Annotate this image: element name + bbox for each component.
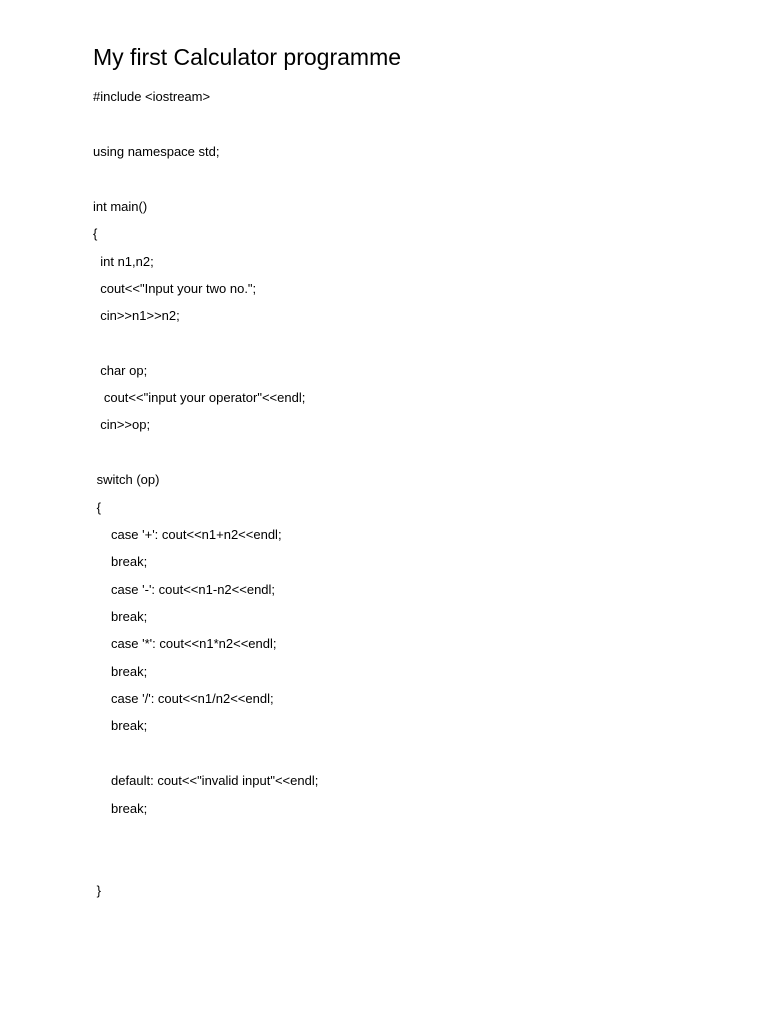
code-line-case-multiply: case '*': cout<<n1*n2<<endl; xyxy=(93,636,277,651)
code-line-switch: switch (op) xyxy=(93,472,160,487)
code-line-break: break; xyxy=(93,801,148,816)
code-line-prompt-numbers: cout<<"Input your two no."; xyxy=(93,281,257,296)
code-line-case-divide: case '/': cout<<n1/n2<<endl; xyxy=(93,691,274,706)
code-line-declare-op: char op; xyxy=(93,363,148,378)
code-line-main: int main() xyxy=(93,199,148,214)
code-line-open-brace: { xyxy=(93,226,98,241)
code-line-break: break; xyxy=(93,609,148,624)
code-line-case-subtract: case '-': cout<<n1-n2<<endl; xyxy=(93,582,276,597)
code-line-break: break; xyxy=(93,554,148,569)
code-line-read-operator: cin>>op; xyxy=(93,417,151,432)
code-line-default: default: cout<<"invalid input"<<endl; xyxy=(93,773,319,788)
code-line-declare-ints: int n1,n2; xyxy=(93,254,154,269)
code-line-read-numbers: cin>>n1>>n2; xyxy=(93,308,180,323)
code-line-prompt-operator: cout<<"input your operator"<<endl; xyxy=(93,390,306,405)
code-line-switch-open: { xyxy=(93,500,101,515)
code-line-include: #include <iostream> xyxy=(93,89,211,104)
document-title: My first Calculator programme xyxy=(93,44,402,70)
code-line-break: break; xyxy=(93,718,148,733)
code-line-case-add: case '+': cout<<n1+n2<<endl; xyxy=(93,527,282,542)
code-line-close-brace: } xyxy=(93,883,101,898)
code-line-break: break; xyxy=(93,664,148,679)
code-line-namespace: using namespace std; xyxy=(93,144,220,159)
